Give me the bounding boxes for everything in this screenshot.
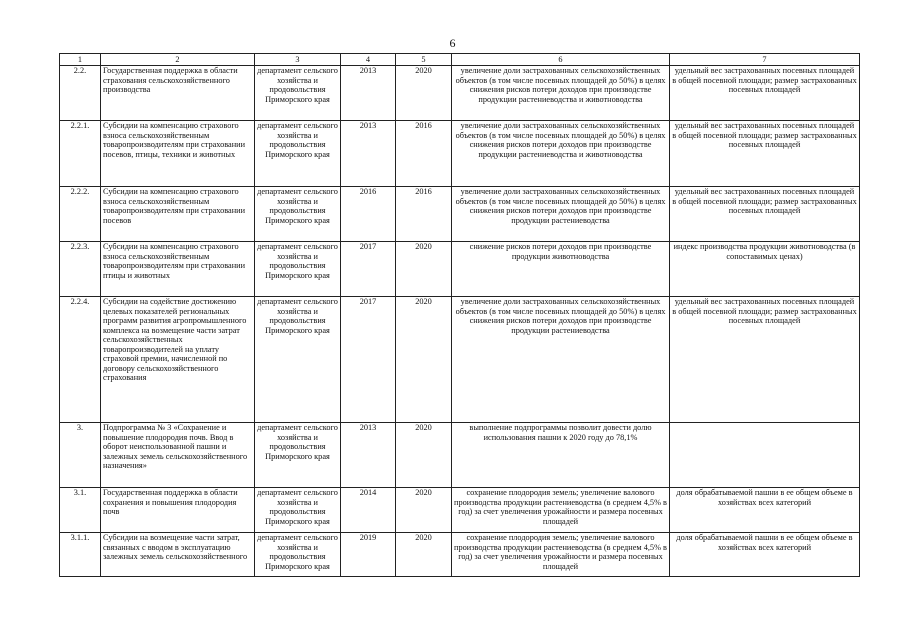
row-number: 2.2. [60,66,101,121]
expected-result: увеличение доли застрахованных сельскохозяйственных объектов (в том числе посевных площадей до 50%) в целях снижения рисков потери доходов при производстве продукции растениеводства и животноводства [452,121,670,187]
expected-result: сохранение плодородия земель; увеличение валового производства продукции растениеводства (в среднем 4,5% в год) за счет увеличения урожайности и размера посевных площадей [452,488,670,533]
measure-name: Субсидии на компенсацию страхового взноса сельскохозяйственным товаропроизводителям при страховании посевов [101,187,255,242]
column-header-4: 4 [341,54,396,66]
expected-result: снижение рисков потери доходов при производстве продукции животноводства [452,242,670,297]
indicator: удельный вес застрахованных посевных площадей в общей посевной площади; размер застрахованных посевных площадей [670,121,860,187]
column-header-3: 3 [255,54,341,66]
expected-result: увеличение доли застрахованных сельскохозяйственных объектов (в том числе посевных площадей до 50%) в целях снижения рисков потери доходов при производстве продукции растениеводства и животноводства [452,66,670,121]
executor: департамент сельского хозяйства и продовольствия Приморского края [255,423,341,488]
start-year: 2017 [341,242,396,297]
end-year: 2020 [396,423,452,488]
indicator: удельный вес застрахованных посевных площадей в общей посевной площади; размер застрахованных посевных площадей [670,187,860,242]
page-number: 6 [449,36,456,50]
column-header-1: 1 [60,54,101,66]
executor: департамент сельского хозяйства и продовольствия Приморского края [255,488,341,533]
row-number: 2.2.3. [60,242,101,297]
executor: департамент сельского хозяйства и продовольствия Приморского края [255,242,341,297]
row-number: 2.2.1. [60,121,101,187]
row-number: 2.2.4. [60,297,101,423]
start-year: 2013 [341,66,396,121]
executor: департамент сельского хозяйства и продовольствия Приморского края [255,121,341,187]
table-row [60,187,860,242]
executor: департамент сельского хозяйства и продовольствия Приморского края [255,66,341,121]
start-year: 2013 [341,121,396,187]
measure-name: Субсидии на содействие достижению целевых показателей региональных программ развития агропромышленного комплекса на возмещение части затрат сельскохозяйственных товаропроизводителей на уплату страховой премии, начисленной по договору сельскохозяйственного страхования [101,297,255,423]
measure-name: Субсидии на компенсацию страхового взноса сельскохозяйственным товаропроизводителям при страховании птицы и животных [101,242,255,297]
start-year: 2013 [341,423,396,488]
table-row [60,242,860,297]
column-header-6: 6 [452,54,670,66]
expected-result: сохранение плодородия земель; увеличение валового производства продукции растениеводства (в среднем 4,5% в год) за счет увеличения урожайности и размера посевных площадей [452,533,670,577]
indicator: доля обрабатываемой пашни в ее общем объеме в хозяйствах всех категорий [670,533,860,577]
measure-name: Государственная поддержка в области сохранения и повышения плодородия почв [101,488,255,533]
measure-name: Субсидии на компенсацию страхового взноса сельскохозяйственным товаропроизводителям при страховании посевов, птицы, техники и животных [101,121,255,187]
program-measures-table [59,53,860,577]
column-header-2: 2 [101,54,255,66]
executor: департамент сельского хозяйства и продовольствия Приморского края [255,187,341,242]
indicator: удельный вес застрахованных посевных площадей в общей посевной площади; размер застрахованных посевных площадей [670,66,860,121]
start-year: 2019 [341,533,396,577]
table-row [60,297,860,423]
row-number: 2.2.2. [60,187,101,242]
indicator [670,423,860,488]
column-number-row [60,54,860,66]
expected-result: увеличение доли застрахованных сельскохозяйственных объектов (в том числе посевных площадей до 50%) в целях снижения рисков потери доходов при производстве продукции растениеводства [452,297,670,423]
executor: департамент сельского хозяйства и продовольствия Приморского края [255,297,341,423]
table-row [60,533,860,577]
end-year: 2016 [396,187,452,242]
measure-name: Подпрограмма № 3 «Сохранение и повышение плодородия почв. Ввод в оборот неиспользованной пашни и залежных земель сельскохозяйственного назначения» [101,423,255,488]
end-year: 2020 [396,488,452,533]
table-row [60,121,860,187]
indicator: индекс производства продукции животноводства (в сопоставимых ценах) [670,242,860,297]
row-number: 3.1.1. [60,533,101,577]
measure-name: Государственная поддержка в области страхования сельскохозяйственного производства [101,66,255,121]
row-number: 3.1. [60,488,101,533]
column-header-5: 5 [396,54,452,66]
indicator: доля обрабатываемой пашни в ее общем объеме в хозяйствах всех категорий [670,488,860,533]
table-row [60,66,860,121]
table-row [60,488,860,533]
table-row [60,423,860,488]
end-year: 2020 [396,297,452,423]
executor: департамент сельского хозяйства и продовольствия Приморского края [255,533,341,577]
start-year: 2017 [341,297,396,423]
start-year: 2016 [341,187,396,242]
row-number: 3. [60,423,101,488]
end-year: 2016 [396,121,452,187]
expected-result: выполнение подпрограммы позволит довести долю использования пашни к 2020 году до 78,1% [452,423,670,488]
end-year: 2020 [396,66,452,121]
column-header-7: 7 [670,54,860,66]
start-year: 2014 [341,488,396,533]
end-year: 2020 [396,533,452,577]
expected-result: увеличение доли застрахованных сельскохозяйственных объектов (в том числе посевных площадей до 50%) в целях снижения рисков потери доходов при производстве продукции растениеводства [452,187,670,242]
measure-name: Субсидии на возмещение части затрат, связанных с вводом в эксплуатацию залежных земель сельскохозяйственного [101,533,255,577]
end-year: 2020 [396,242,452,297]
indicator: удельный вес застрахованных посевных площадей в общей посевной площади; размер застрахованных посевных площадей [670,297,860,423]
